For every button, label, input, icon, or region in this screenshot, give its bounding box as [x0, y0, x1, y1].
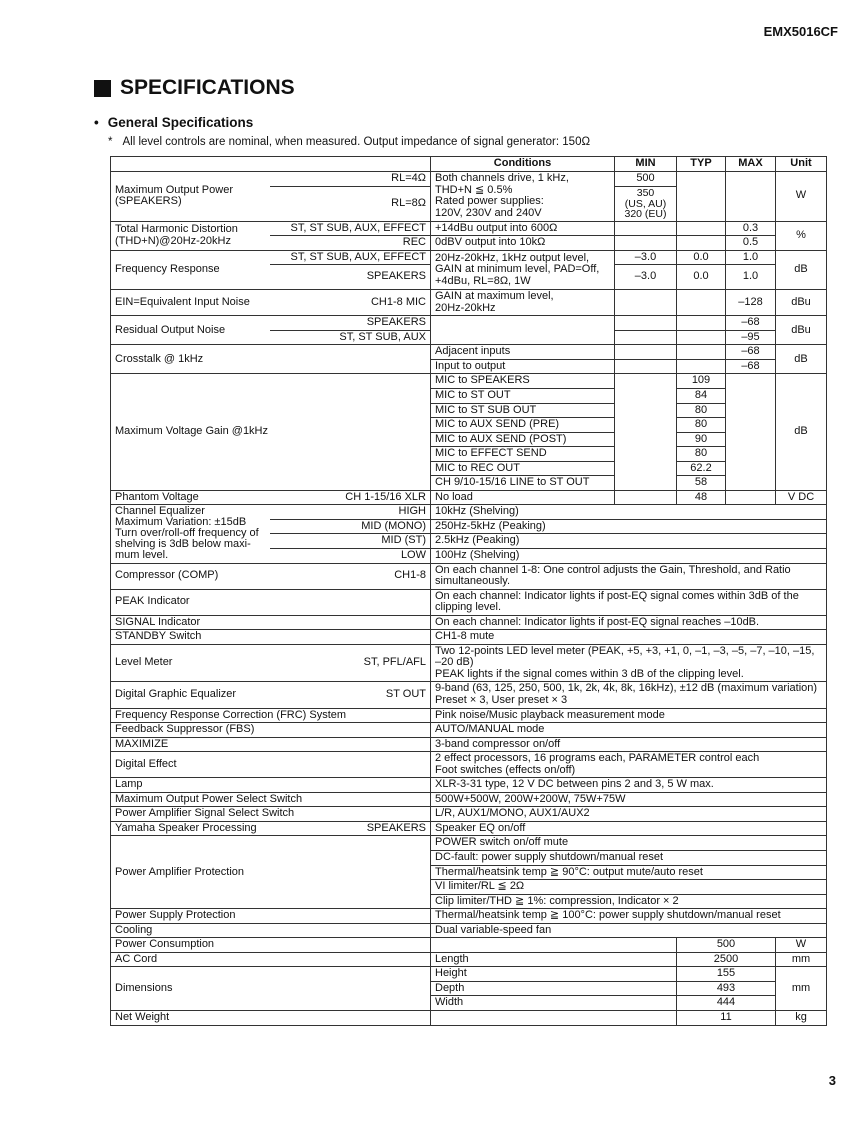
spec-typ: 80	[677, 418, 726, 433]
table-row	[111, 630, 827, 645]
bullet-icon: •	[94, 115, 99, 130]
spec-condition: Adjacent inputs	[431, 345, 615, 360]
spec-condition: 9-band (63, 125, 250, 500, 1k, 2k, 4k, 8k, 16kHz), ±12 dB (maximum variation) Preset × 3, User preset × 3	[431, 682, 827, 708]
spec-condition: 2.5kHz (Peaking)	[431, 534, 827, 549]
spec-min	[615, 316, 677, 331]
spec-max: –68	[726, 316, 776, 331]
spec-condition: MIC to AUX SEND (PRE)	[431, 418, 615, 433]
spec-typ: 0.0	[677, 250, 726, 265]
spec-typ	[677, 359, 726, 374]
spec-condition: Speaker EQ on/off	[431, 821, 827, 836]
spec-label: EIN=Equivalent Input Noise	[111, 290, 270, 316]
spec-min	[615, 490, 677, 505]
spec-condition: Height	[431, 967, 677, 982]
spec-typ: 58	[677, 476, 726, 491]
spec-max: 0.5	[726, 236, 776, 251]
spec-label: Frequency Response	[111, 250, 270, 290]
spec-sub: CH1-8	[270, 563, 431, 589]
spec-min	[615, 345, 677, 360]
spec-condition: Depth	[431, 981, 677, 996]
spec-condition: MIC to ST SUB OUT	[431, 403, 615, 418]
spec-label: AC Cord	[111, 952, 431, 967]
spec-label: Digital Effect	[111, 752, 431, 778]
spec-sub: SPEAKERS	[270, 265, 431, 290]
spec-unit: W	[776, 172, 827, 222]
spec-unit: dBu	[776, 290, 827, 316]
measurement-note-text: All level controls are nominal, when measured. Output impedance of signal generator: 150Ω	[122, 136, 591, 148]
spec-max	[726, 490, 776, 505]
spec-label: Maximum Output Power (SPEAKERS)	[111, 172, 270, 222]
spec-sub: ST OUT	[270, 682, 431, 708]
measurement-note	[108, 136, 590, 148]
spec-condition: 2 effect processors, 16 programs each, PARAMETER control each Foot switches (effects on/off)	[431, 752, 827, 778]
spec-typ	[677, 172, 726, 222]
spec-label: Maximum Voltage Gain @1kHz	[111, 374, 431, 490]
spec-max: 0.3	[726, 221, 776, 236]
spec-typ: 109	[677, 374, 726, 389]
table-row	[111, 923, 827, 938]
spec-max: –68	[726, 345, 776, 360]
spec-sub: CH 1-15/16 XLR	[270, 490, 431, 505]
table-row	[111, 563, 827, 589]
table-row	[111, 345, 827, 360]
table-row	[111, 644, 827, 682]
spec-min	[615, 359, 677, 374]
table-row	[111, 967, 827, 982]
spec-label: Crosstalk @ 1kHz	[111, 345, 431, 374]
header-max: MAX	[726, 157, 776, 172]
table-row	[111, 1011, 827, 1026]
spec-condition: Length	[431, 952, 677, 967]
spec-unit: %	[776, 221, 827, 250]
spec-condition: On each channel: Indicator lights if post-EQ signal comes within 3dB of the clipping level.	[431, 589, 827, 615]
table-row	[111, 172, 827, 187]
spec-sub: SPEAKERS	[270, 316, 431, 331]
spec-label: PEAK Indicator	[111, 589, 431, 615]
spec-condition: Input to output	[431, 359, 615, 374]
spec-unit: mm	[776, 952, 827, 967]
table-row	[111, 938, 827, 953]
spec-condition: MIC to REC OUT	[431, 461, 615, 476]
spec-condition: XLR-3-31 type, 12 V DC between pins 2 and 3, 5 W max.	[431, 778, 827, 793]
spec-typ	[677, 345, 726, 360]
spec-unit: dB	[776, 374, 827, 490]
spec-typ	[677, 236, 726, 251]
spec-label: Frequency Response Correction (FRC) System	[111, 708, 431, 723]
table-row	[111, 909, 827, 924]
spec-min: 350 (US, AU) 320 (EU)	[615, 187, 677, 222]
spec-value: 11	[677, 1011, 776, 1026]
spec-condition: MIC to ST OUT	[431, 388, 615, 403]
spec-label: Level Meter	[111, 644, 270, 682]
spec-label: Total Harmonic Distortion (THD+N)@20Hz-20kHz	[111, 221, 270, 250]
table-row	[111, 615, 827, 630]
spec-typ	[677, 316, 726, 331]
spec-min	[615, 236, 677, 251]
spec-value: 500	[677, 938, 776, 953]
spec-unit: dBu	[776, 316, 827, 345]
header-unit: Unit	[776, 157, 827, 172]
spec-condition: On each channel 1-8: One control adjusts the Gain, Threshold, and Ratio simultaneously.	[431, 563, 827, 589]
spec-max	[726, 374, 776, 490]
spec-sub: REC	[270, 236, 431, 251]
header-item	[111, 157, 431, 172]
spec-typ: 80	[677, 403, 726, 418]
spec-label: Digital Graphic Equalizer	[111, 682, 270, 708]
spec-condition: Two 12-points LED level meter (PEAK, +5, +3, +1, 0, –1, –3, –5, –7, –10, –15, –20 dB) PEAK lights if the signal comes within 3 dB of the clipping level.	[431, 644, 827, 682]
spec-label: Net Weight	[111, 1011, 431, 1026]
table-row	[111, 807, 827, 822]
spec-typ	[677, 221, 726, 236]
spec-sub: RL=4Ω	[270, 172, 431, 187]
table-row	[111, 952, 827, 967]
table-row	[111, 778, 827, 793]
spec-max: 1.0	[726, 250, 776, 265]
spec-condition	[431, 938, 677, 953]
table-row	[111, 792, 827, 807]
spec-unit: dB	[776, 345, 827, 374]
spec-label: Maximum Output Power Select Switch	[111, 792, 431, 807]
table-row	[111, 221, 827, 236]
spec-condition: MIC to AUX SEND (POST)	[431, 432, 615, 447]
spec-typ	[677, 290, 726, 316]
specifications-table	[110, 156, 827, 1026]
spec-max: –128	[726, 290, 776, 316]
spec-value: 2500	[677, 952, 776, 967]
spec-sub: LOW	[270, 548, 431, 563]
section-title-text: SPECIFICATIONS	[120, 76, 295, 99]
table-row	[111, 290, 827, 316]
spec-unit: V DC	[776, 490, 827, 505]
spec-unit: W	[776, 938, 827, 953]
spec-max: –68	[726, 359, 776, 374]
page-number: 3	[828, 1073, 836, 1088]
model-number: EMX5016CF	[763, 24, 838, 39]
spec-min	[615, 330, 677, 345]
spec-sub: ST, ST SUB, AUX, EFFECT	[270, 221, 431, 236]
spec-condition: 3-band compressor on/off	[431, 737, 827, 752]
table-row	[111, 723, 827, 738]
spec-condition: AUTO/MANUAL mode	[431, 723, 827, 738]
spec-value: 155	[677, 967, 776, 982]
spec-unit: mm	[776, 967, 827, 1011]
header-typ: TYP	[677, 157, 726, 172]
spec-condition: 10kHz (Shelving)	[431, 505, 827, 520]
table-row	[111, 505, 827, 520]
spec-label: Lamp	[111, 778, 431, 793]
spec-condition: VI limiter/RL ≦ 2Ω	[431, 880, 827, 895]
table-row	[111, 708, 827, 723]
spec-condition: Both channels drive, 1 kHz, THD+N ≦ 0.5% Rated power supplies: 120V, 230V and 240V	[431, 172, 615, 222]
spec-typ: 90	[677, 432, 726, 447]
spec-condition: 500W+500W, 200W+200W, 75W+75W	[431, 792, 827, 807]
spec-condition: L/R, AUX1/MONO, AUX1/AUX2	[431, 807, 827, 822]
spec-sub: ST, ST SUB, AUX	[270, 330, 431, 345]
spec-typ: 62.2	[677, 461, 726, 476]
spec-typ: 0.0	[677, 265, 726, 290]
spec-label: SIGNAL Indicator	[111, 615, 431, 630]
spec-label: MAXIMIZE	[111, 737, 431, 752]
spec-condition: 0dBV output into 10kΩ	[431, 236, 615, 251]
spec-min: –3.0	[615, 250, 677, 265]
spec-condition: CH1-8 mute	[431, 630, 827, 645]
table-row	[111, 316, 827, 331]
spec-typ	[677, 330, 726, 345]
spec-min	[615, 290, 677, 316]
spec-label: Residual Output Noise	[111, 316, 270, 345]
spec-max: –95	[726, 330, 776, 345]
spec-sub: ST, PFL/AFL	[270, 644, 431, 682]
spec-condition: 250Hz-5kHz (Peaking)	[431, 519, 827, 534]
spec-condition: 20Hz-20kHz, 1kHz output level, GAIN at minimum level, PAD=Off, +4dBu, RL=8Ω, 1W	[431, 250, 615, 290]
spec-sub: HIGH	[270, 505, 431, 520]
spec-condition: On each channel: Indicator lights if post-EQ signal reaches –10dB.	[431, 615, 827, 630]
spec-sub: MID (ST)	[270, 534, 431, 549]
spec-label: Channel Equalizer Maximum Variation: ±15dB Turn over/roll-off frequency of shelving is 3dB below maxi- mum level.	[111, 505, 270, 563]
spec-condition	[431, 316, 615, 345]
header-conditions: Conditions	[431, 157, 615, 172]
square-bullet-icon	[94, 80, 111, 97]
spec-condition	[431, 1011, 677, 1026]
spec-condition: POWER switch on/off mute	[431, 836, 827, 851]
spec-max: 1.0	[726, 265, 776, 290]
asterisk-mark: *	[108, 136, 113, 148]
spec-label: Yamaha Speaker Processing	[111, 821, 270, 836]
spec-label: Cooling	[111, 923, 431, 938]
table-row	[111, 836, 827, 851]
spec-condition: Thermal/heatsink temp ≧ 100°C: power supply shutdown/manual reset	[431, 909, 827, 924]
spec-condition: Dual variable-speed fan	[431, 923, 827, 938]
spec-typ: 80	[677, 447, 726, 462]
spec-condition: +14dBu output into 600Ω	[431, 221, 615, 236]
spec-label: Dimensions	[111, 967, 431, 1011]
spec-condition: GAIN at maximum level, 20Hz-20kHz	[431, 290, 615, 316]
spec-unit: dB	[776, 250, 827, 290]
spec-min	[615, 374, 677, 490]
spec-sub: MID (MONO)	[270, 519, 431, 534]
header-min: MIN	[615, 157, 677, 172]
spec-condition: MIC to EFFECT SEND	[431, 447, 615, 462]
spec-sub: ST, ST SUB, AUX, EFFECT	[270, 250, 431, 265]
subsection-title-text: General Specifications	[107, 115, 254, 130]
spec-condition: Width	[431, 996, 677, 1011]
spec-sub: RL=8Ω	[270, 187, 431, 222]
spec-typ: 84	[677, 388, 726, 403]
table-row	[111, 250, 827, 265]
spec-condition: No load	[431, 490, 615, 505]
spec-min: 500	[615, 172, 677, 187]
table-header-row	[111, 157, 827, 172]
spec-label: Feedback Suppressor (FBS)	[111, 723, 431, 738]
spec-condition: CH 9/10-15/16 LINE to ST OUT	[431, 476, 615, 491]
spec-label: Power Amplifier Protection	[111, 836, 431, 909]
table-row	[111, 374, 827, 389]
table-row	[111, 682, 827, 708]
spec-label: Power Supply Protection	[111, 909, 431, 924]
spec-max	[726, 172, 776, 222]
spec-condition: Pink noise/Music playback measurement mode	[431, 708, 827, 723]
spec-label: STANDBY Switch	[111, 630, 431, 645]
spec-label: Compressor (COMP)	[111, 563, 270, 589]
spec-label: Phantom Voltage	[111, 490, 270, 505]
spec-condition: MIC to SPEAKERS	[431, 374, 615, 389]
table-row	[111, 589, 827, 615]
spec-value: 493	[677, 981, 776, 996]
spec-min	[615, 221, 677, 236]
spec-label: Power Consumption	[111, 938, 431, 953]
spec-condition: Clip limiter/THD ≧ 1%: compression, Indicator × 2	[431, 894, 827, 909]
spec-min: –3.0	[615, 265, 677, 290]
spec-label: Power Amplifier Signal Select Switch	[111, 807, 431, 822]
subsection-title	[94, 115, 253, 130]
table-row	[111, 737, 827, 752]
spec-unit: kg	[776, 1011, 827, 1026]
spec-condition: Thermal/heatsink temp ≧ 90°C: output mute/auto reset	[431, 865, 827, 880]
spec-condition: DC-fault: power supply shutdown/manual reset	[431, 851, 827, 866]
spec-sub: CH1-8 MIC	[270, 290, 431, 316]
table-row	[111, 821, 827, 836]
table-row	[111, 490, 827, 505]
spec-value: 444	[677, 996, 776, 1011]
spec-sub: SPEAKERS	[270, 821, 431, 836]
spec-condition: 100Hz (Shelving)	[431, 548, 827, 563]
table-row	[111, 752, 827, 778]
section-title	[94, 76, 295, 100]
spec-typ: 48	[677, 490, 726, 505]
